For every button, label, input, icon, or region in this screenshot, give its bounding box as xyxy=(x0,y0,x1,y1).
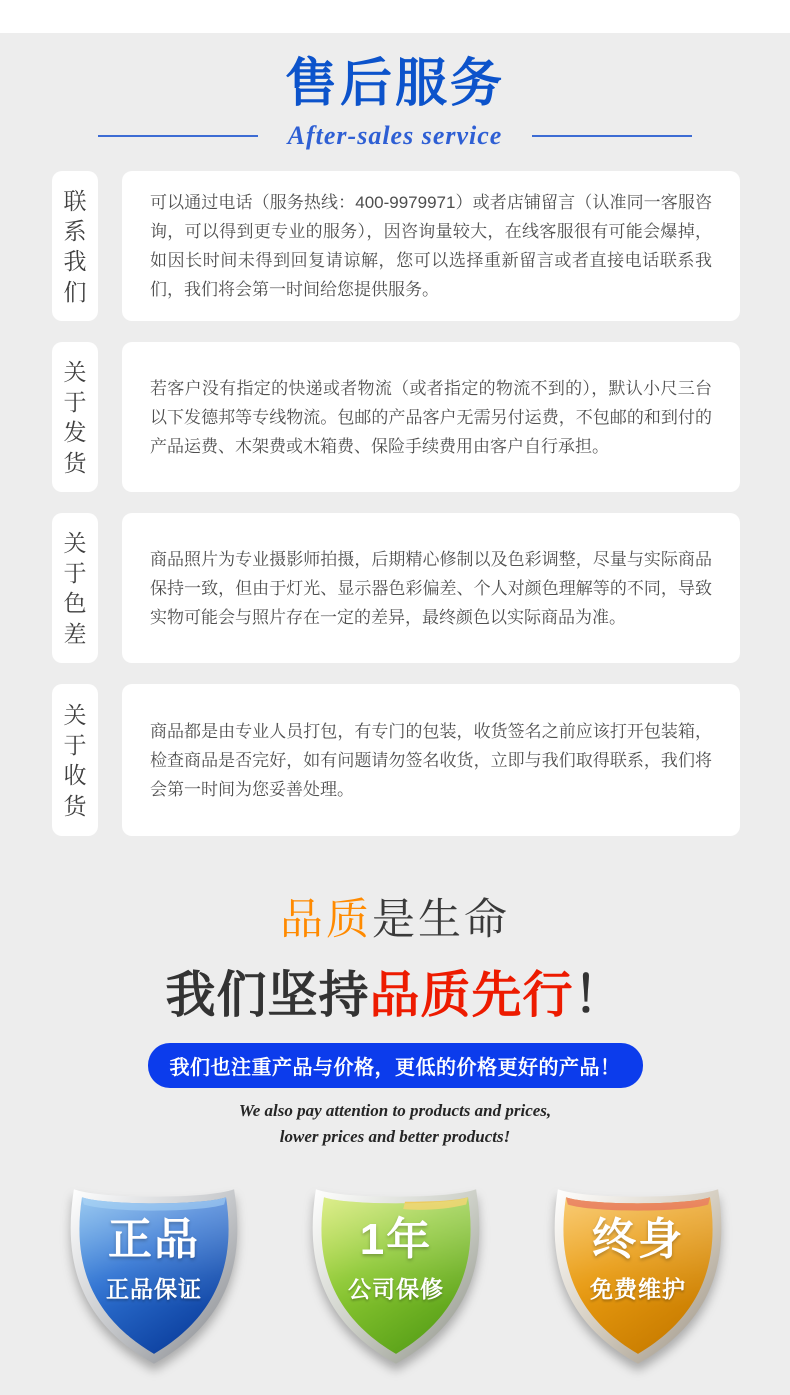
badge-title: 1年 xyxy=(359,1215,433,1265)
quality-headline-rest: 是生命 xyxy=(372,896,510,945)
quality-slogan-highlight: 品质先行 xyxy=(369,967,574,1024)
badge-subtitle: 正品保证 xyxy=(106,1276,202,1303)
section-label-receiving xyxy=(52,684,98,836)
section-content-contact xyxy=(122,171,740,321)
section-label-contact xyxy=(52,171,98,321)
badge-title: 正品 xyxy=(108,1215,200,1265)
section-label-text: 关于发货 xyxy=(63,358,87,476)
badge-title: 终身 xyxy=(592,1215,684,1265)
badge-authentic xyxy=(64,1176,244,1368)
quality-block xyxy=(0,886,790,1150)
badge-lifetime-maintenance xyxy=(548,1176,728,1368)
quality-headline-highlight: 品质 xyxy=(280,896,372,945)
section-content-color xyxy=(122,513,740,663)
section-receiving xyxy=(52,684,740,836)
shield-blue-icon xyxy=(64,1176,244,1368)
quality-english-line2: lower prices and better products! xyxy=(279,1127,511,1147)
quality-headline xyxy=(0,886,790,947)
section-label-text: 关于色差 xyxy=(63,529,87,647)
right-divider-line xyxy=(532,135,692,137)
section-text: 可以通过电话（服务热线：400-9979971）或者店铺留言（认准同一客服咨询，可以得到更专业的服务），因咨询量较大，在线客服很有可能会爆掉，如因长时间未得到回复请谅解，您可以选择重新留言或者直接电话联系我们，我们将会第一时间给您提供服务。 xyxy=(150,193,712,300)
badge-subtitle: 免费维护 xyxy=(590,1276,686,1303)
quality-english-line1: We also pay attention to products and prices, xyxy=(238,1101,552,1121)
quality-slogan-suffix: ！ xyxy=(573,967,625,1024)
shield-green-icon xyxy=(306,1176,486,1368)
section-text: 商品都是由专业人员打包，有专门的包装，收货签名之前应该打开包装箱，检查商品是否完好，如有问题请勿签名收货，立即与我们取得联系，我们将会第一时间为您妥善处理。 xyxy=(150,721,712,799)
left-divider-line xyxy=(98,135,258,137)
section-text: 若客户没有指定的快递或者物流（或者指定的物流不到的），默认小尺三台以下发德邦等专线物流。包邮的产品客户无需另付运费，不包邮的和到付的产品运费、木架费或木箱费、保险手续费用由客户自行承担。 xyxy=(150,378,712,456)
banner-row xyxy=(0,1027,790,1088)
section-contact-us xyxy=(52,171,740,321)
section-content-shipping xyxy=(122,342,740,492)
quality-slogan-prefix: 我们坚持 xyxy=(165,967,370,1024)
top-spacer xyxy=(0,0,790,33)
section-label-color xyxy=(52,513,98,663)
section-content-receiving xyxy=(122,684,740,836)
page-subtitle: After-sales service xyxy=(287,121,503,151)
header xyxy=(0,33,790,151)
badge-subtitle: 公司保修 xyxy=(348,1276,444,1303)
section-shipping xyxy=(52,342,740,492)
section-label-text: 联系我们 xyxy=(63,187,87,305)
quality-slogan xyxy=(0,955,790,1027)
shield-orange-icon xyxy=(548,1176,728,1368)
badge-one-year-warranty xyxy=(306,1176,486,1368)
section-label-text: 关于收货 xyxy=(63,701,87,819)
service-sections xyxy=(52,171,740,836)
quality-english-caption xyxy=(0,1098,790,1150)
section-color-difference xyxy=(52,513,740,663)
section-label-shipping xyxy=(52,342,98,492)
subtitle-row xyxy=(0,121,790,151)
price-banner: 我们也注重产品与价格，更低的价格更好的产品！ xyxy=(148,1043,643,1088)
guarantee-badges xyxy=(64,1176,728,1368)
page-title: 售后服务 xyxy=(284,55,505,113)
section-text: 商品照片为专业摄影师拍摄，后期精心修制以及色彩调整，尽量与实际商品保持一致，但由于灯光、显示器色彩偏差、个人对颜色理解等的不同，导致实物可能会与照片存在一定的差异，最终颜色以实际商品为准。 xyxy=(150,549,712,627)
